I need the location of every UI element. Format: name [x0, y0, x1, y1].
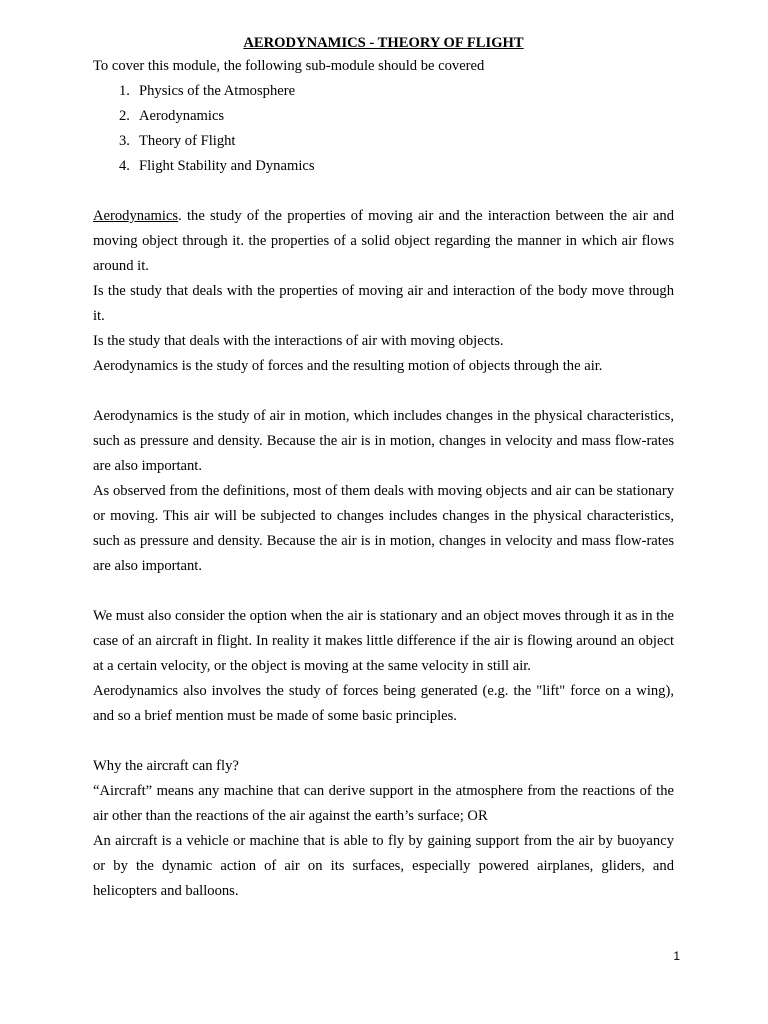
paragraph: We must also consider the option when the air is stationary and an object moves through it as in the case of an aircraft in flight. In reality it makes little difference if the air is flowing around an object at a certain velocity, or the object is moving at the same velocity in still air. — [93, 608, 674, 674]
list-item-number: 4. — [119, 158, 130, 174]
paragraph: “Aircraft” means any machine that can derive support in the atmosphere from the reactions of the air other than the reactions of the air against the earth’s surface; OR — [93, 783, 674, 824]
paragraph: As observed from the definitions, most of them deals with moving objects and air can be stationary or moving. This air will be subjected to changes includes changes in the physical characteristics, such as pressure and density. Because the air is in motion, changes in velocity and mass flow-rates are also important. — [93, 483, 674, 574]
page-number: 1 — [673, 949, 680, 963]
paragraph: Is the study that deals with the properties of moving air and interaction of the body move through it. — [93, 283, 674, 324]
section-question: Why the aircraft can fly? — [93, 758, 239, 774]
paragraph: Aerodynamics is the study of air in motion, which includes changes in the physical characteristics, such as pressure and density. Because the air is in motion, changes in velocity and mass flow-rates are also important. — [93, 408, 674, 474]
document-body — [93, 33, 674, 904]
list-item-label: Flight Stability and Dynamics — [139, 158, 315, 174]
paragraph: Aerodynamics is the study of forces and the resulting motion of objects through the air. — [93, 358, 603, 374]
list-item-number: 3. — [119, 133, 130, 149]
definition-term: Aerodynamics — [93, 208, 179, 224]
list-item-label: Aerodynamics — [139, 108, 225, 124]
paragraph-spacer — [93, 729, 674, 754]
list-item-number: 1. — [119, 83, 130, 99]
list-item — [93, 79, 674, 104]
paragraph: Aerodynamics also involves the study of forces being generated (e.g. the "lift" force on a wing), and so a brief mention must be made of some basic principles. — [93, 683, 674, 724]
list-item — [93, 129, 674, 154]
list-item-label: Theory of Flight — [139, 133, 236, 149]
list-item-label: Physics of the Atmosphere — [139, 83, 296, 99]
paragraph: An aircraft is a vehicle or machine that is able to fly by gaining support from the air by buoyancy or by the dynamic action of air on its surfaces, especially powered airplanes, gliders, and helicopters and balloons. — [93, 833, 674, 899]
module-list — [93, 79, 674, 179]
paragraph-spacer — [93, 579, 674, 604]
paragraph-spacer — [93, 379, 674, 404]
document-title: AERODYNAMICS - THEORY OF FLIGHT — [243, 35, 524, 51]
intro-text: To cover this module, the following sub-module should be covered — [93, 58, 485, 74]
list-item — [93, 104, 674, 129]
paragraph: Is the study that deals with the interactions of air with moving objects. — [93, 333, 504, 349]
list-item-number: 2. — [119, 108, 130, 124]
definition-paragraph — [93, 204, 674, 279]
definition-text: . the study of the properties of moving air and the interaction between the air and moving object through it. the properties of a solid object regarding the manner in which air flows around it. — [93, 208, 674, 274]
paragraph-spacer — [93, 179, 674, 204]
list-item — [93, 154, 674, 179]
